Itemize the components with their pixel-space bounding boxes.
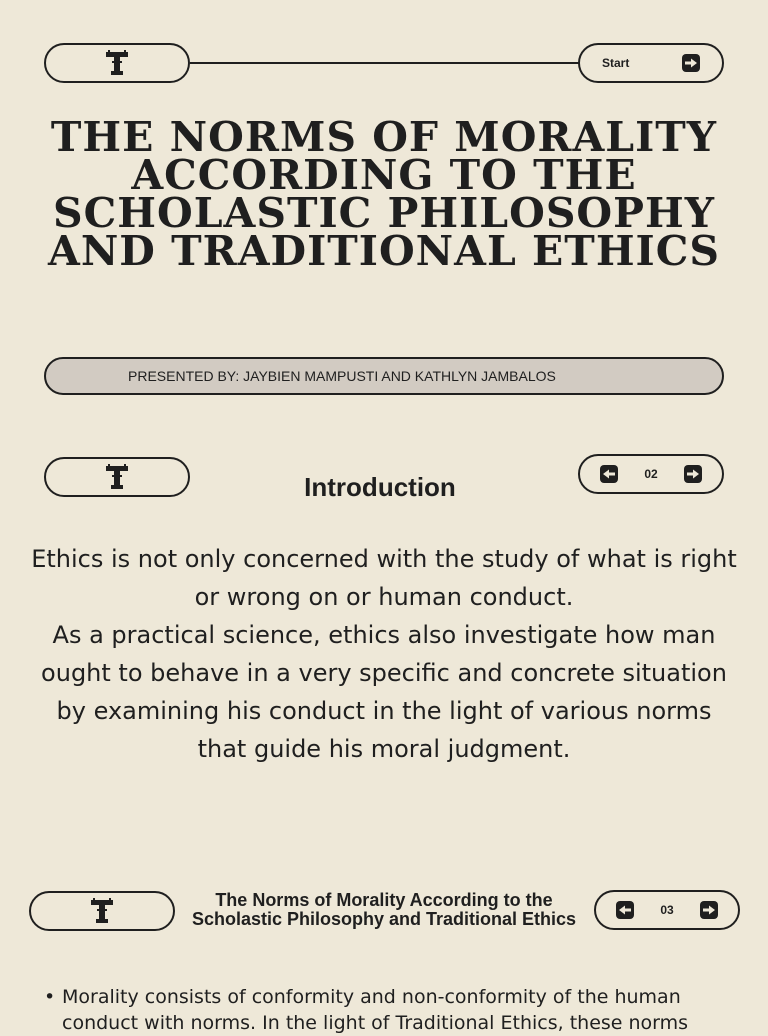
list-item (44, 984, 744, 1036)
arrow-right-icon[interactable] (684, 465, 702, 483)
intro-paragraph-2: As a practical science, ethics also investigate how man ought to behave in a very specific and concrete situation by examining his conduct in the light of various norms that guide his moral judgment. (41, 621, 727, 763)
t-logo-icon (90, 898, 114, 924)
arrow-right-icon[interactable] (700, 901, 718, 919)
page-number: 03 (660, 903, 674, 917)
section-title-norms: The Norms of Morality According to the Scholastic Philosophy and Traditional Ethics (191, 890, 577, 929)
bullet-text: Morality consists of conformity and non-conformity of the human conduct with norms. In the light of Traditional Ethics, these norms (62, 986, 689, 1034)
page-title: THE NORMS OF MORALITY ACCORDING TO THE SCHOLASTIC PHILOSOPHY AND TRADITIONAL ETHICS (48, 113, 720, 275)
t-logo-icon (105, 464, 129, 490)
header-connector-line (190, 62, 580, 64)
t-logo-icon (105, 50, 129, 76)
logo-pill-section2 (29, 891, 175, 931)
arrow-left-icon[interactable] (616, 901, 634, 919)
presented-by-text: PRESENTED BY: JAYBIEN MAMPUSTI AND KATHLYN JAMBALOS (128, 368, 556, 384)
page-nav-03 (594, 890, 740, 930)
intro-paragraph-1: Ethics is not only concerned with the study of what is right or wrong on or human conduct. (31, 545, 737, 611)
bullet-dot: • (44, 986, 56, 1008)
section-title-introduction: Introduction (304, 472, 456, 502)
logo-pill-section1 (44, 457, 190, 497)
introduction-body (30, 540, 738, 768)
start-label: Start (602, 56, 630, 70)
start-button[interactable] (578, 43, 724, 83)
page-nav-02 (578, 454, 724, 494)
arrow-right-icon (682, 54, 700, 72)
presented-by-bar (44, 357, 724, 395)
page-number: 02 (644, 467, 658, 481)
logo-pill-top (44, 43, 190, 83)
arrow-left-icon[interactable] (600, 465, 618, 483)
